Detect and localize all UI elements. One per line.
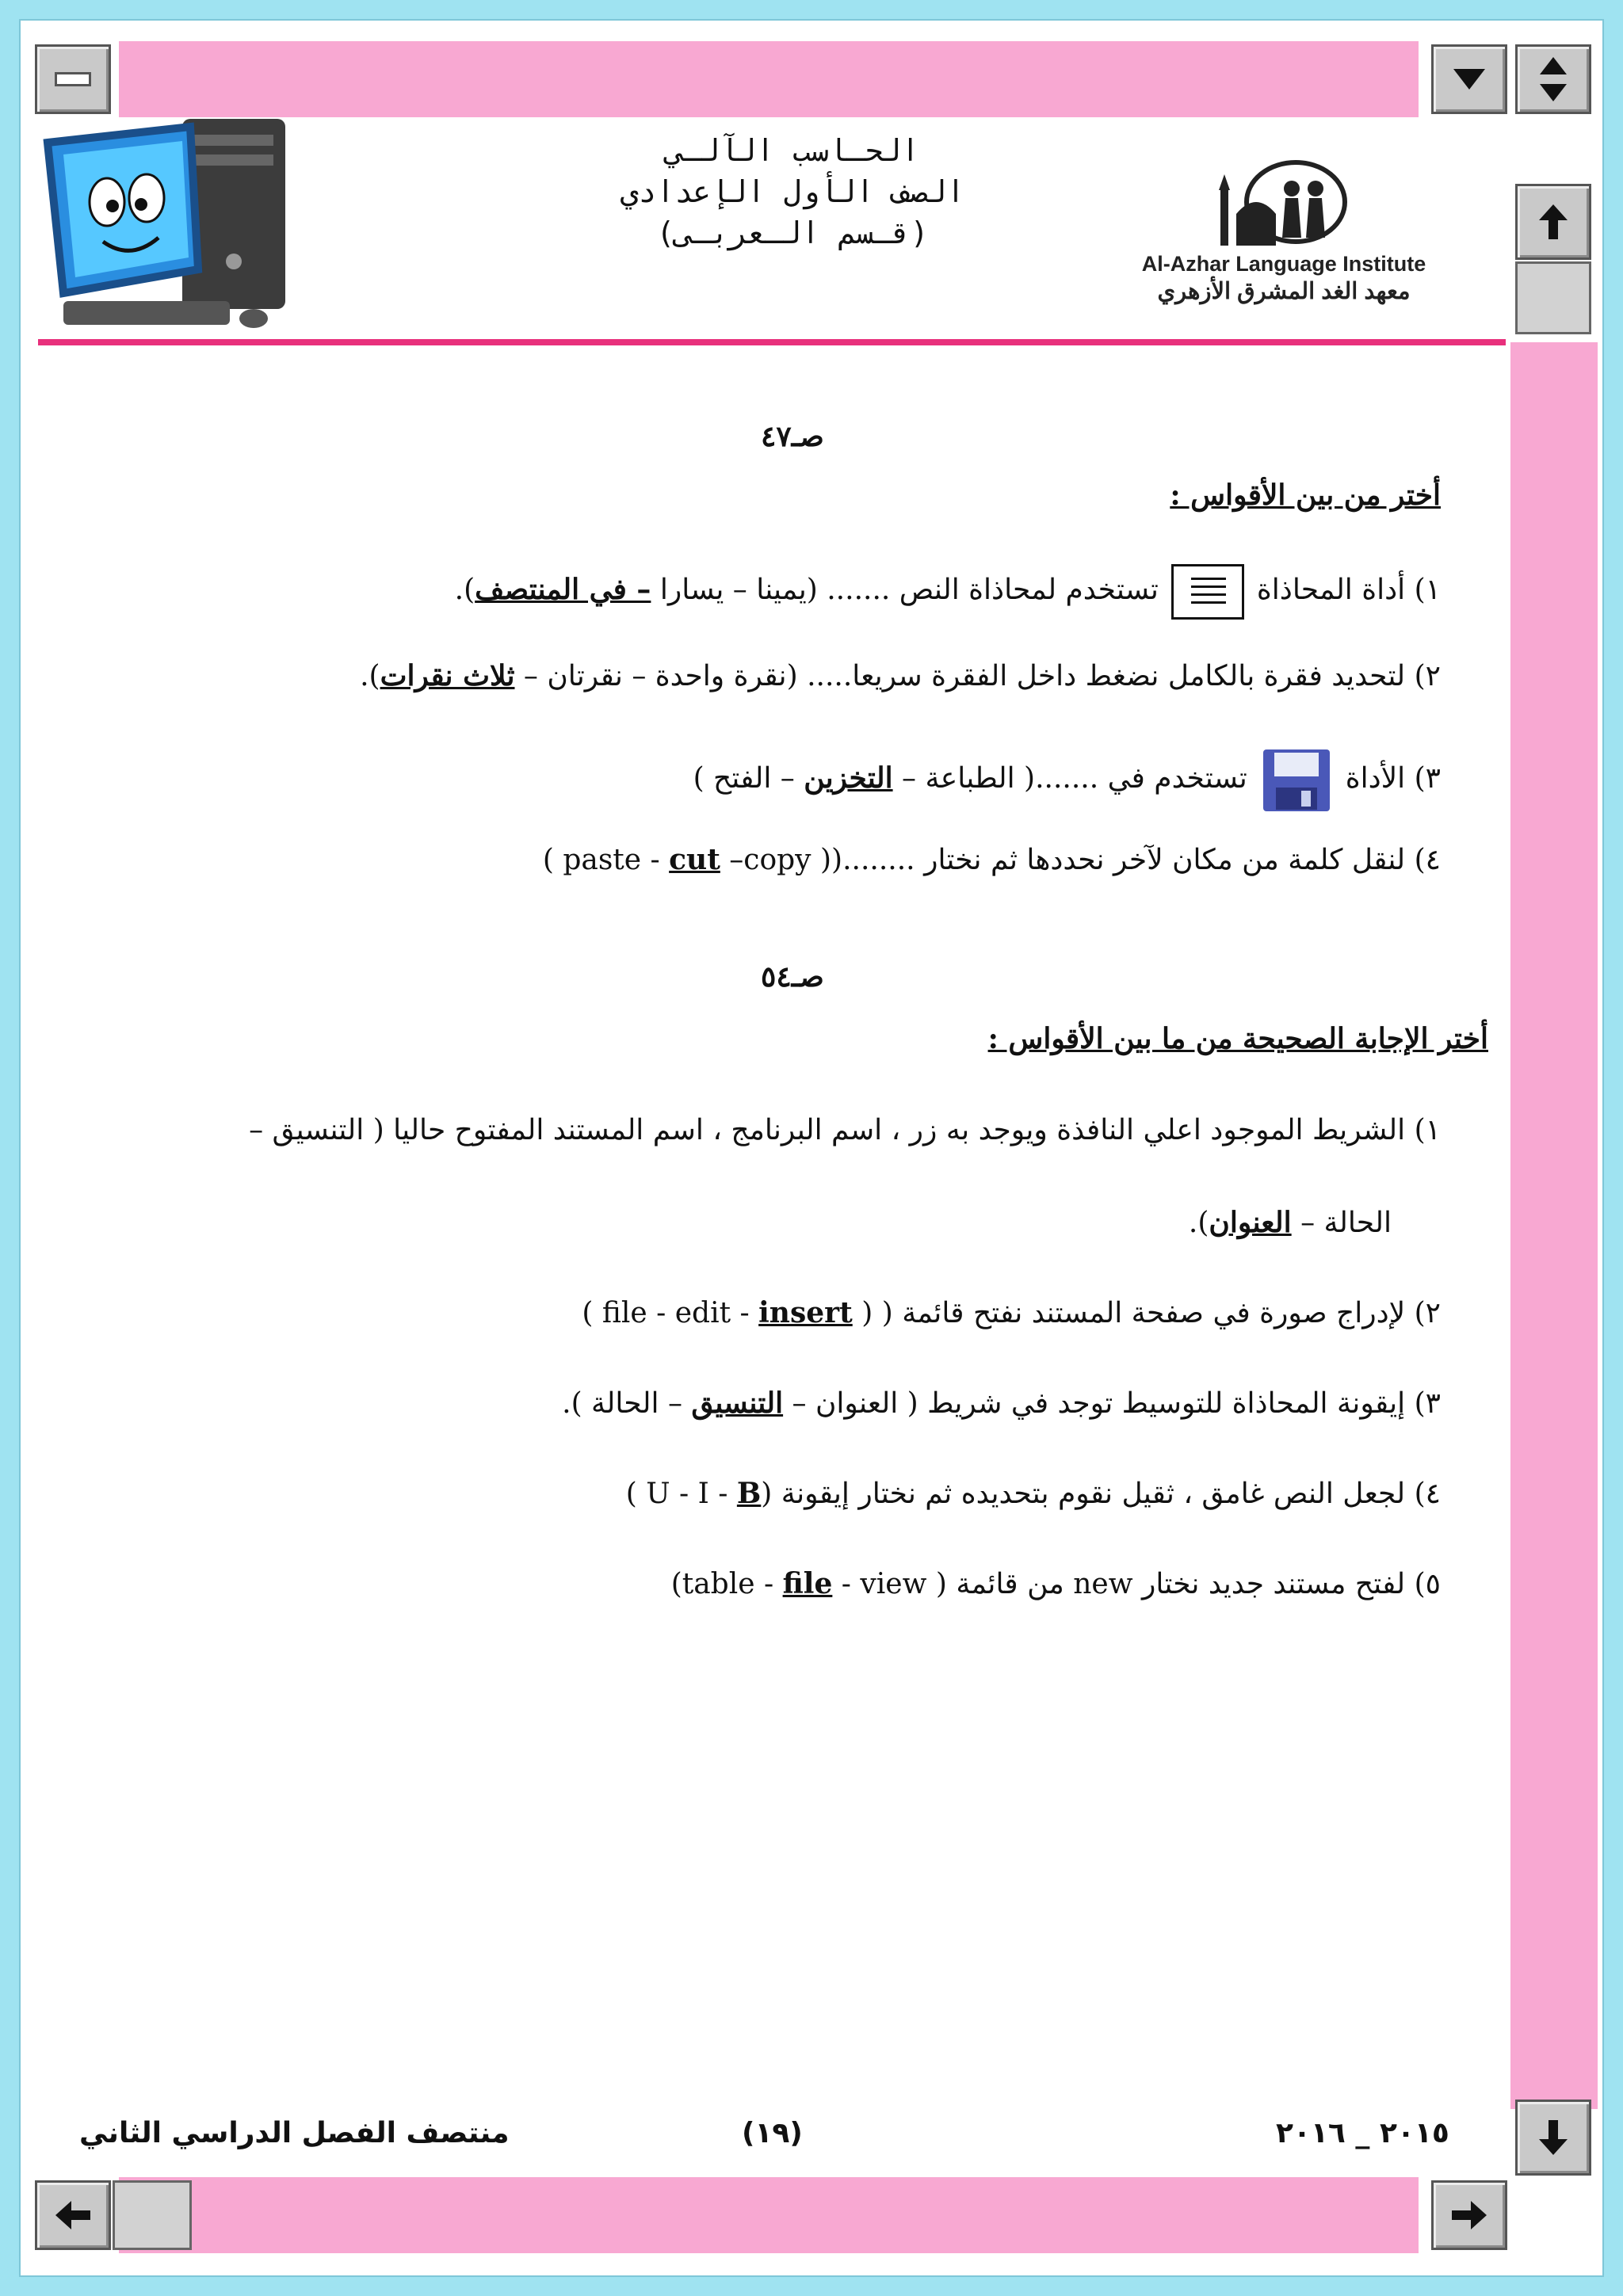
arrow-down-icon: [1539, 2120, 1568, 2155]
answer: insert: [758, 1296, 853, 1329]
logo-text-arabic: معهد الغد المشرق الأزهري: [1157, 279, 1411, 304]
question-text: إيقونة المحاذاة للتوسيط توجد في شريط ( العنوان –: [783, 1387, 1406, 1420]
title-bar[interactable]: [119, 41, 1419, 117]
logo-text-english: Al-Azhar Language Institute: [1141, 252, 1426, 276]
section1-question-2: [360, 659, 1441, 692]
vertical-scroll-thumb[interactable]: [1515, 261, 1591, 334]
answer-options: [543, 844, 831, 876]
section1-heading: أختر من بين الأقواس :: [1170, 479, 1441, 512]
section2-question-1-continued: [1189, 1206, 1392, 1239]
institute-logo: [1212, 158, 1347, 254]
question-text: – الحالة ).: [562, 1387, 692, 1420]
header-title-line1: الحـاسب الآلـي: [665, 133, 920, 168]
section2-page-ref: صـ٥٤: [761, 960, 824, 994]
vertical-scroll-track[interactable]: [1510, 342, 1598, 2109]
section1-question-3: [693, 748, 1441, 813]
section1-page-ref: صـ٤٧: [761, 420, 824, 453]
answer-options: [582, 1297, 873, 1329]
option-text: ): [852, 1297, 873, 1329]
scroll-left-button[interactable]: [35, 2180, 111, 2250]
question-number: ٢): [1414, 660, 1441, 692]
arrow-up-icon: [1539, 204, 1568, 239]
question-text: لتحديد فقرة بالكامل نضغط داخل الفقرة سريعا..... (نقرة واحدة – نقرتان –: [514, 660, 1406, 692]
option-text: ( paste -: [542, 844, 670, 876]
option-text: ): [811, 844, 832, 876]
answer: file: [782, 1567, 833, 1600]
question-text: ).: [360, 660, 380, 692]
section2-question-2: [582, 1296, 1441, 1329]
question-text: ): [670, 1568, 682, 1600]
option-text: –copy: [720, 844, 812, 876]
floppy-disk-icon: [1262, 748, 1331, 813]
question-text: ): [625, 1478, 647, 1510]
horizontal-scroll-track[interactable]: [119, 2177, 1419, 2253]
answer: ثلاث نقرات: [380, 659, 515, 692]
window-body: [19, 19, 1604, 2277]
minimize-button[interactable]: [35, 44, 111, 114]
header-divider: [38, 339, 1506, 345]
align-center-icon: [1171, 564, 1244, 620]
answer: cut: [669, 843, 720, 876]
scroll-up-button[interactable]: [1515, 184, 1591, 260]
section2-question-4: [626, 1477, 1441, 1510]
arrow-left-icon: [55, 2201, 90, 2229]
question-text: أداة المحاذاة: [1256, 574, 1406, 606]
scroll-right-button[interactable]: [1431, 2180, 1507, 2250]
arrow-right-icon: [1452, 2201, 1487, 2229]
section1-question-1: [455, 564, 1441, 620]
triangle-down-icon: [1453, 69, 1485, 90]
computer-mascot-image: [32, 111, 293, 341]
question-number: ١): [1414, 1114, 1441, 1146]
question-text: لنقل كلمة من مكان لآخر نحددها ثم نختار ........(: [831, 844, 1406, 876]
question-number: ٥): [1414, 1568, 1441, 1600]
answer: التخزين: [804, 761, 893, 795]
question-text: لجعل النص غامق ، ثقيل نقوم بتحديده ثم نختار إيقونة (U - I -: [646, 1478, 1406, 1510]
answer: B: [736, 1477, 762, 1510]
answer: التنسيق: [691, 1386, 784, 1420]
question-number: ٤): [1414, 1478, 1441, 1510]
question-text: تستخدم لمحاذاة النص ....... (يمينا – يسارا: [651, 574, 1159, 606]
question-text: الحالة –: [1291, 1207, 1392, 1239]
footer-term: منتصف الفصل الدراسي الثاني: [79, 2117, 510, 2149]
question-text: لإدراج صورة في صفحة المستند نفتح قائمة (: [881, 1297, 1406, 1329]
section2-question-5: [671, 1567, 1441, 1600]
answer: – في المنتصف: [475, 573, 651, 606]
section2-question-1: [249, 1114, 1441, 1146]
section1-question-4: [543, 843, 1441, 876]
up-down-arrows-icon: [1540, 57, 1567, 101]
question-number: ٢): [1414, 1297, 1441, 1329]
question-text: لفتح مستند جديد نختار new من قائمة ( table -: [682, 1568, 1406, 1600]
question-text: ).: [454, 574, 475, 606]
dropdown-button[interactable]: [1431, 44, 1507, 114]
header-title-line2: الصف الأول الإعدادي: [620, 174, 965, 209]
answer: العنوان: [1209, 1206, 1292, 1239]
question-text: - view: [832, 1568, 927, 1600]
question-number: ١): [1414, 574, 1441, 606]
horizontal-scroll-thumb[interactable]: [113, 2180, 192, 2250]
question-text: الشريط الموجود اعلي النافذة ويوجد به زر ، اسم البرنامج ، اسم المستند المفتوح حاليا ( التنسيق –: [249, 1114, 1406, 1146]
question-text: ).: [1188, 1207, 1209, 1239]
question-text: تستخدم في .......( الطباعة –: [892, 762, 1247, 795]
question-number: ٣): [1414, 1387, 1441, 1420]
footer-page-number: (١٩): [742, 2117, 803, 2149]
section2-question-3: [562, 1386, 1441, 1420]
question-number: ٣): [1414, 762, 1441, 795]
section2-heading: أختر الإجابة الصحيحة من ما بين الأقواس :: [987, 1022, 1488, 1055]
option-text: ( file - edit -: [582, 1297, 759, 1329]
question-number: ٤): [1414, 844, 1441, 876]
question-text: – الفتح ): [693, 762, 804, 795]
question-text: الأداة: [1345, 762, 1406, 795]
footer-year: ٢٠١٥ _ ٢٠١٦: [1276, 2117, 1449, 2149]
restore-button[interactable]: [1515, 44, 1591, 114]
scroll-down-button[interactable]: [1515, 2100, 1591, 2176]
header-title-line3: (قـسم الـعربـى): [656, 215, 929, 250]
minus-icon: [55, 72, 91, 86]
